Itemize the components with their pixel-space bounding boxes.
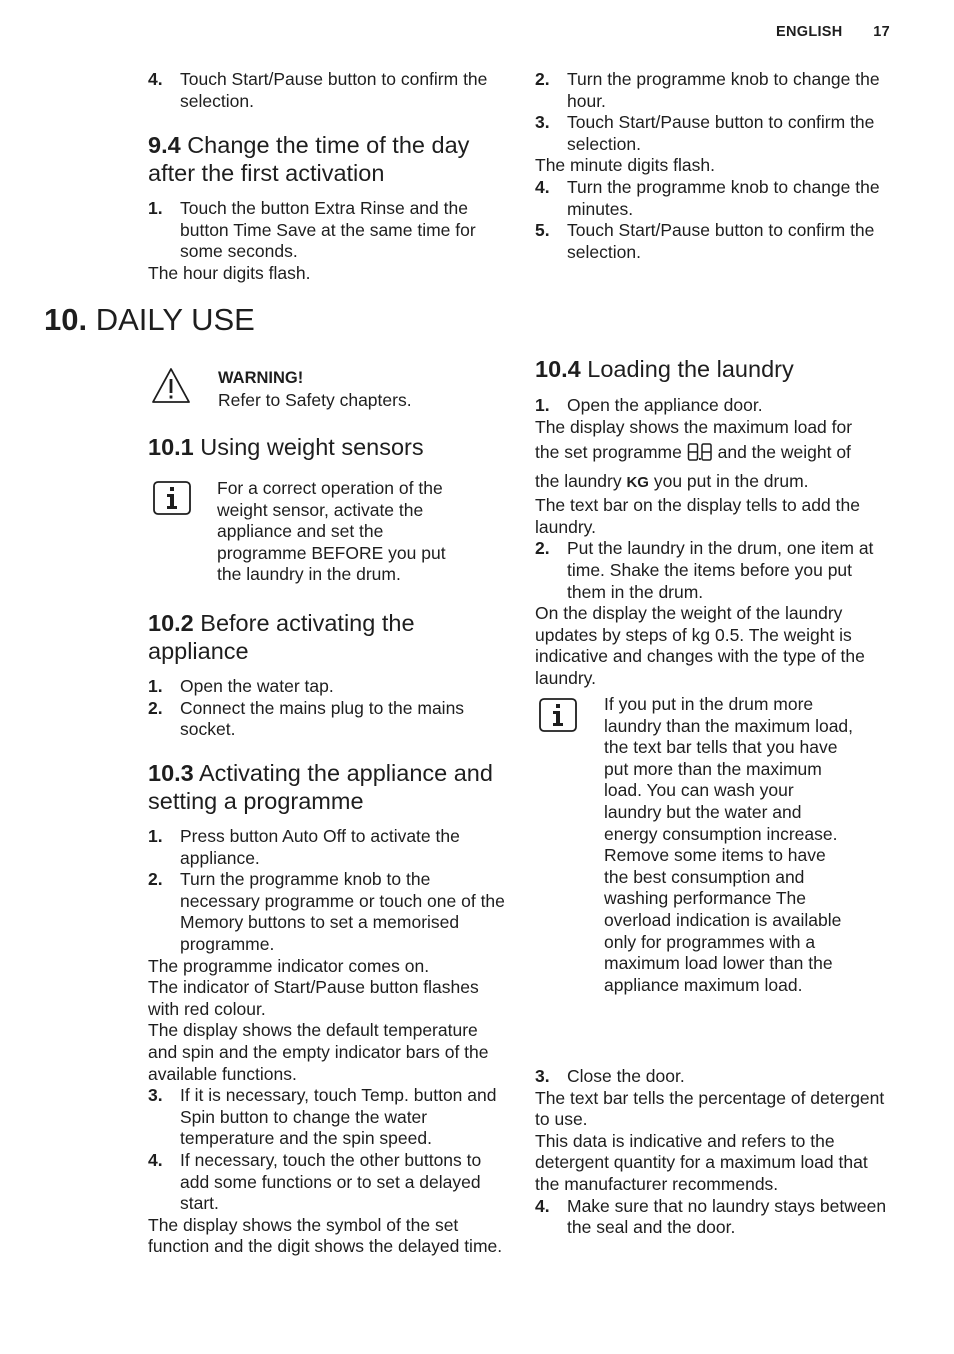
list-item: 1. Open the appliance door. (535, 395, 763, 415)
section-10-1-heading: 10.1 Using weight sensors (148, 434, 424, 460)
paragraph: The display shows the maximum load for (535, 416, 853, 437)
list-item: 1. Press button Auto Off to activate the appliance. (148, 826, 460, 868)
warning-text: Refer to Safety chapters. (218, 389, 412, 410)
paragraph: The display shows the default temperature and spin and the empty indicator bars of the available functions. (148, 1020, 489, 1084)
paragraph: The programme indicator comes on. (148, 955, 430, 976)
section-10-4-tail (535, 1066, 895, 1239)
section-9-4-body (148, 198, 508, 284)
right-top-block (535, 69, 895, 263)
list-item: 5. Touch Start/Pause button to confirm the selection. (535, 220, 875, 262)
paragraph: The text bar on the display tells to add the laundry. (535, 495, 860, 537)
header-language: ENGLISH (776, 24, 843, 40)
list-item: 2. Connect the mains plug to the mains socket. (148, 697, 465, 740)
info-note: If you put in the drum more laundry than the maximum load, the text bar tells that you have put more than the maximum load. You can wash your laundry but the water and energy consumption increase. Remove some items to have the best consumption and washing performance The overload indication is available only for programmes with a maximum load lower than the appliance maximum load. (604, 694, 854, 995)
paragraph: The indicator of Start/Pause button flashes with red colour. (148, 977, 479, 1019)
warning-title: WARNING! (218, 369, 304, 387)
chapter-title: 10. DAILY USE (44, 302, 255, 337)
list-item: 2. Turn the programme knob to the necessary programme or touch one of the Memory buttons to set a memorised programme. (148, 869, 505, 954)
paragraph: The hour digits flash. (148, 262, 311, 283)
warning-block (218, 368, 498, 411)
page-header (776, 24, 890, 40)
left-top-block (148, 69, 508, 112)
list-item: 2. Turn the programme knob to change the hour. (535, 69, 880, 111)
list-item: 4. Touch Start/Pause button to confirm the selection. (148, 69, 488, 111)
list-item: 3. Touch Start/Pause button to confirm the selection. (535, 112, 875, 154)
paragraph: This data is indicative and refers to the detergent quantity for a maximum load that the manufacturer recommends. (535, 1130, 868, 1194)
header-page-number: 17 (873, 24, 890, 40)
kg-icon: KG (626, 474, 649, 492)
list-item: 3. Close the door. (535, 1066, 685, 1086)
section-10-2-heading: 10.2 Before activating the appliance (148, 610, 415, 664)
paragraph: On the display the weight of the laundry updates by steps of kg 0.5. The weight is indicative and changes with the type of the laundry. (535, 603, 865, 688)
list-item: 3. If it is necessary, touch Temp. button and Spin button to change the water temperature and the spin speed. (148, 1085, 497, 1149)
paragraph: The minute digits flash. (535, 155, 715, 176)
paragraph: the laundry KG you put in the drum. (535, 471, 809, 492)
warning-icon (150, 366, 192, 411)
section-9-4-heading: 9.4 Change the time of the day after the first activation (148, 132, 470, 186)
list-item: 2. Put the laundry in the drum, one item at time. Shake the items before you put them in the drum. (535, 538, 874, 602)
paragraph: The text bar tells the percentage of detergent to use. (535, 1087, 885, 1130)
list-item: 4. Make sure that no laundry stays between the seal and the door. (535, 1195, 887, 1238)
section-10-3-body (148, 826, 508, 1258)
paragraph: The display shows the symbol of the set function and the digit shows the delayed time. (148, 1214, 503, 1257)
section-10-2-body (148, 676, 508, 741)
list-item: 1. Touch the button Extra Rinse and the button Time Save at the same time for some seconds. (148, 198, 476, 262)
digit-display-icon (687, 441, 713, 469)
section-10-4-body (535, 395, 895, 690)
list-item: 4. Turn the programme knob to change the minutes. (535, 176, 880, 219)
section-10-4-heading: 10.4 Loading the laundry (535, 356, 794, 382)
paragraph: the set programme and the weight of (535, 438, 895, 469)
info-note: For a correct operation of the weight sensor, activate the appliance and set the programme BEFORE you put the laundry in the drum. (217, 478, 446, 585)
section-10-3-heading: 10.3 Activating the appliance and setting a programme (148, 760, 493, 814)
list-item: 4. If necessary, touch the other buttons to add some functions or to set a delayed start. (148, 1149, 482, 1214)
list-item: 1. Open the water tap. (148, 676, 334, 696)
info-icon (153, 481, 191, 520)
info-icon (539, 698, 577, 737)
